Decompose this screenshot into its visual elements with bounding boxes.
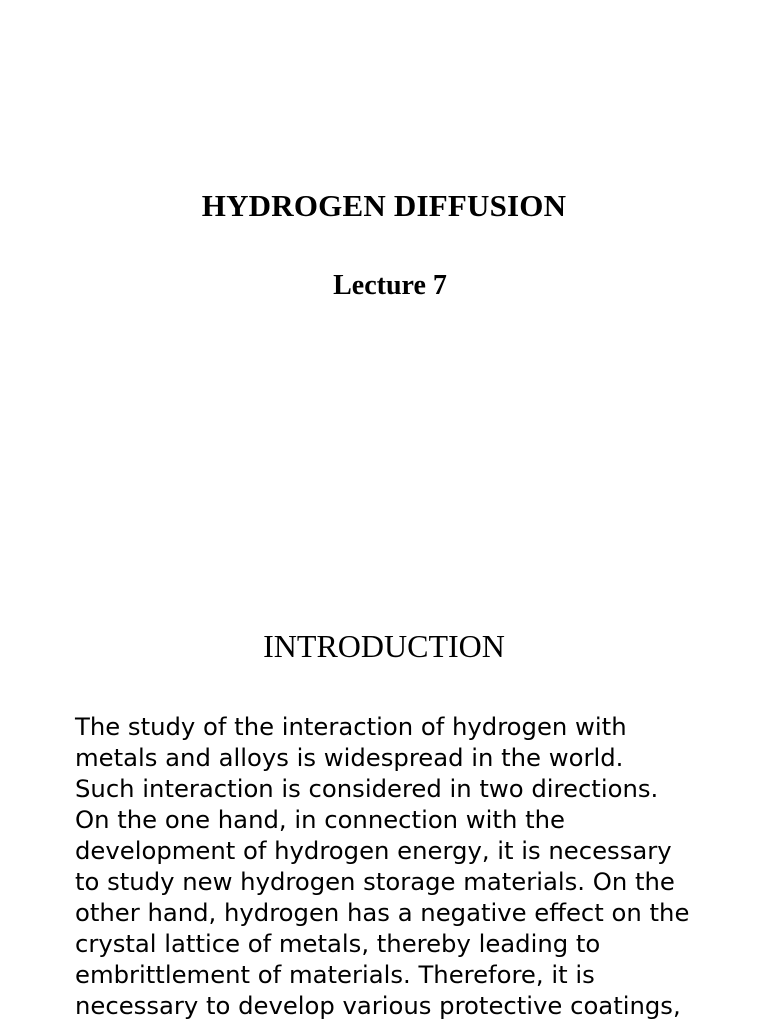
- slide-title: HYDROGEN DIFFUSION: [201, 188, 567, 223]
- introduction-slide: [0, 560, 768, 1024]
- slide-subtitle: Lecture 7: [333, 270, 447, 301]
- body-paragraph: The study of the interaction of hydrogen with metals and alloys is widespread in the world. Such interaction is considered in two directions. On the one hand, in connection with the development of hydrogen energy, it is necessary to study new hydrogen storage materials. On the other hand, hydrogen has a negative effect on the crystal lattice of metals, thereby leading to embrittlement of materials. Therefore, it is necessary to develop various protective coatings,: [75, 712, 690, 1020]
- section-heading: INTRODUCTION: [263, 628, 505, 664]
